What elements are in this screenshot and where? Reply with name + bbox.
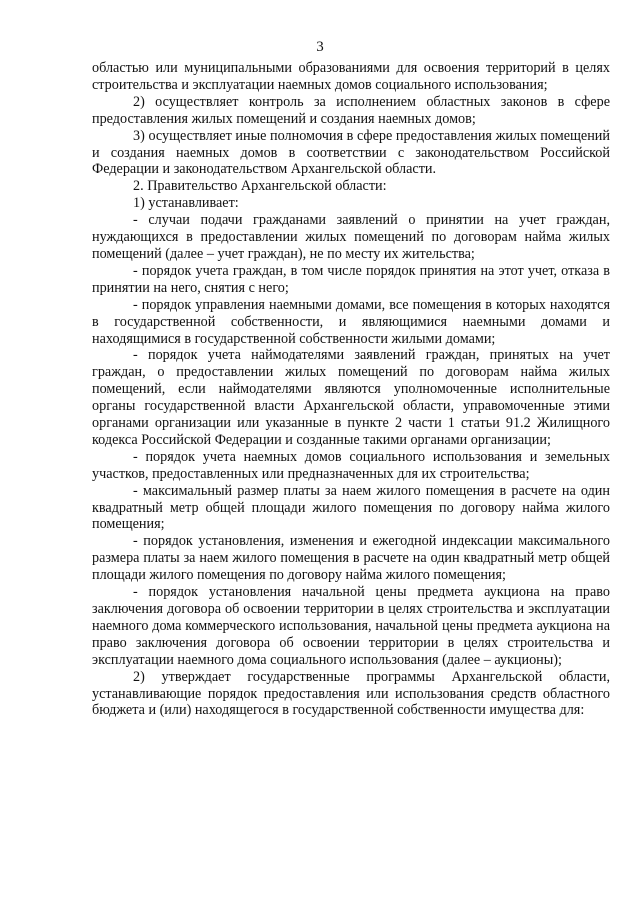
- paragraph: 2) осуществляет контроль за исполнением областных законов в сфере предоставления жилых помещений и создания наемных домов;: [92, 93, 610, 127]
- document-body: [92, 60, 610, 719]
- paragraph: 2. Правительство Архангельской области:: [133, 178, 387, 195]
- paragraph: - порядок учета граждан, в том числе порядок принятия на этот учет, отказа в принятии на него, снятия с него;: [92, 262, 610, 296]
- paragraph: - максимальный размер платы за наем жилого помещения в расчете на один квадратный метр общей площади жилого помещения по договору найма жилого помещения;: [92, 482, 610, 533]
- paragraph: - порядок установления, изменения и ежегодной индексации максимального размера платы за наем жилого помещения в расчете на один квадратный метр общей площади жилого помещения по договору найма жилого помещения;: [92, 533, 610, 584]
- page-number: 3: [316, 39, 324, 55]
- paragraph: 3) осуществляет иные полномочия в сфере предоставления жилых помещений и создания наемных домов в соответствии с законодательством Российской Федерации и законодательством Архангельской области.: [92, 127, 610, 178]
- paragraph: 2) утверждает государственные программы Архангельской области, устанавливающие порядок предоставления или использования средств областного бюджета и (или) находящегося в государственной собственности имущества для:: [92, 668, 610, 719]
- paragraph: - порядок учета наемных домов социального использования и земельных участков, предоставленных или предназначенных для их строительства;: [92, 448, 610, 482]
- paragraph: - порядок установления начальной цены предмета аукциона на право заключения договора об освоении территории в целях строительства и эксплуатации наемного дома коммерческого использования, начальной цены предмета аукциона на право заключения договора об освоении территории в целях строительства и эксплуатации наемного дома социального использования (далее – аукционы);: [92, 584, 610, 668]
- paragraph: - случаи подачи гражданами заявлений о принятии на учет граждан, нуждающихся в предоставлении жилых помещений по договорам найма жилых помещений (далее – учет граждан), не по месту их жительства;: [92, 212, 610, 262]
- paragraph: - порядок управления наемными домами, все помещения в которых находятся в государственной собственности, и являющимися наемными домами и находящимися в государственной собственности жилыми домами;: [92, 296, 610, 347]
- paragraph: 1) устанавливает:: [133, 195, 239, 212]
- paragraph: областью или муниципальными образованиями для освоения территорий в целях строительства и эксплуатации наемных домов социального использования;: [92, 60, 610, 93]
- paragraph: - порядок учета наймодателями заявлений граждан, принятых на учет граждан, о предоставлении жилых помещений по договорам найма жилых помещений, если наймодателями являются уполномоченные исполнительные органы государственной власти Архангельской области, управомоченные этими органами организации или указанные в пункте 2 части 1 статьи 91.2 Жилищного кодекса Российской Федерации и созданные такими органами организации;: [92, 347, 610, 448]
